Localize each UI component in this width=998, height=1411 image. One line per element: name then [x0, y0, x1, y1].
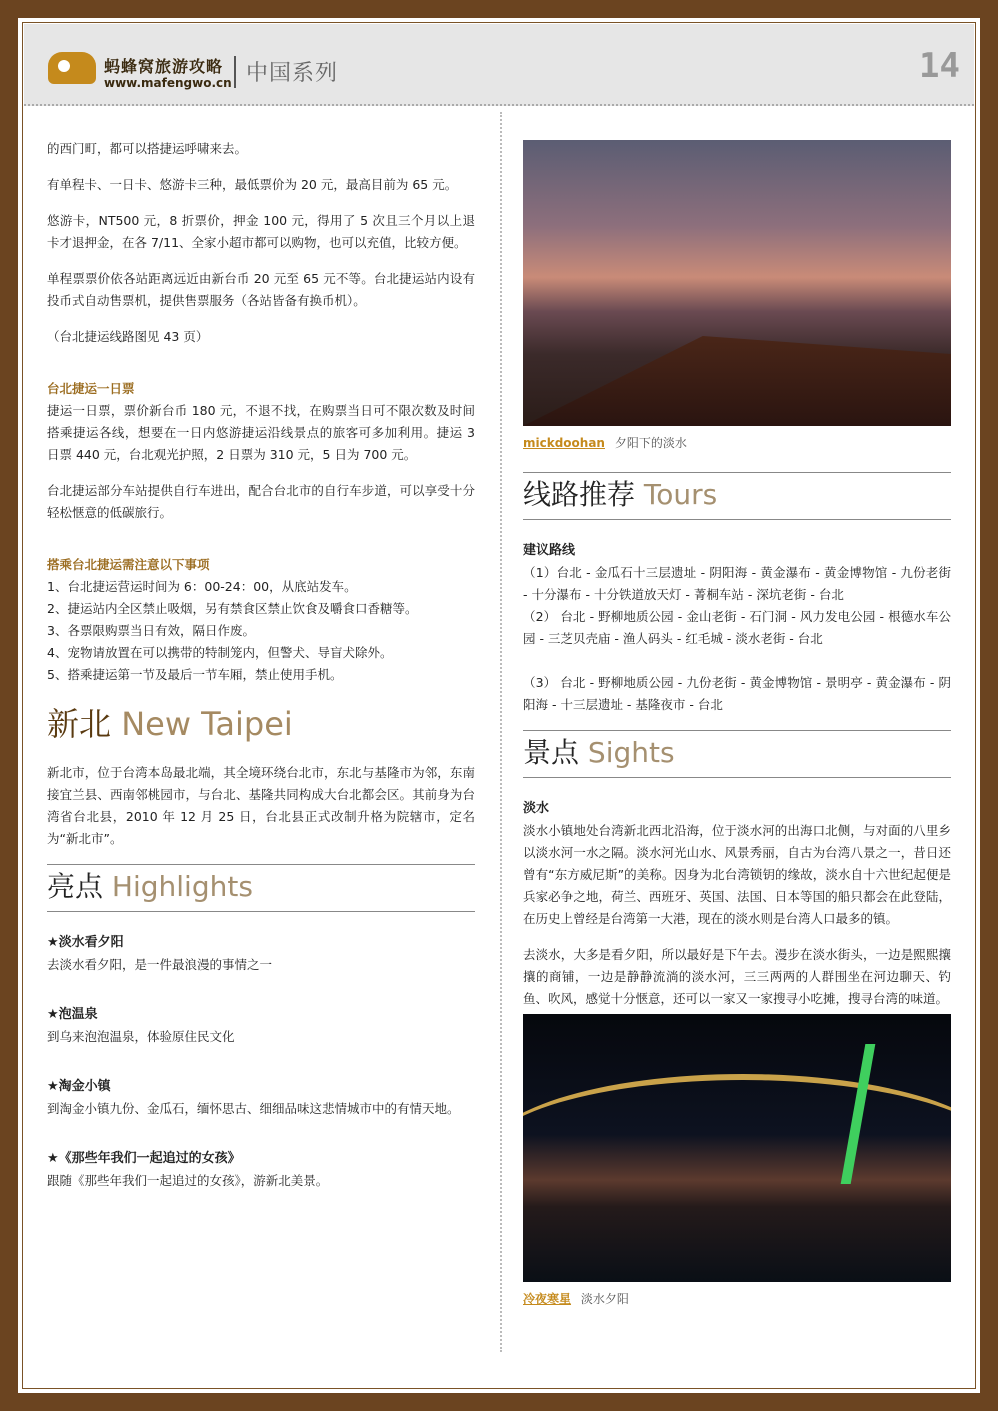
highlights-title-cn: 亮点	[47, 870, 104, 903]
route-item: （1）台北 - 金瓜石十三层遗址 - 阴阳海 - 黄金瀑布 - 黄金博物馆 - 九份老街 - 十分瀑布 - 十分铁道放天灯 - 菁桐车站 - 深坑老街 - 台北	[523, 565, 951, 602]
notice-item: 4、宠物请放置在可以携带的特制笼内，但警犬、导盲犬除外。	[47, 645, 393, 660]
sight-heading: 淡水	[523, 801, 550, 816]
paragraph: 的西门町，都可以搭捷运呼啸来去。	[47, 141, 248, 156]
mafengwo-logo-icon[interactable]	[48, 52, 96, 84]
pier-shape	[523, 336, 951, 426]
highlight-title: ★泡温泉	[47, 1007, 98, 1022]
notice-item: 2、捷运站内全区禁止吸烟，另有禁食区禁止饮食及嚼食口香糖等。	[47, 601, 418, 616]
new-taipei-title-cn: 新北	[47, 705, 112, 743]
tamsui-bridge-photo	[523, 1014, 951, 1282]
highlight-desc: 到淘金小镇九份、金瓜石，缅怀思古、细细品味这悲情城市中的有情天地。	[47, 1101, 460, 1116]
series-title: 中国系列	[246, 61, 339, 86]
new-taipei-title	[47, 702, 475, 746]
highlights-banner	[47, 864, 475, 912]
highlight-desc: 去淡水看夕阳，是一件最浪漫的事情之一	[47, 957, 273, 972]
brand-url[interactable]: www.mafengwo.cn	[104, 76, 232, 90]
paragraph: 悠游卡，NT500 元，8 折票价，押金 100 元，得用了 5 次且三个月以上退卡才退押金，在各 7/11、全家小超市都可以购物，也可以充值，比较方便。	[47, 213, 475, 250]
map-reference: （台北捷运线路图见 43 页）	[47, 329, 209, 344]
notice-item: 1、台北捷运营运时间为 6：00-24：00，从底站发车。	[47, 579, 357, 594]
sight-text: 淡水小镇地处台湾新北西北沿海，位于淡水河的出海口北侧，与对面的八里乡以淡水河一水之隔。淡水河光山水、风景秀丽，自古为台湾八景之一，昔日还曾有“东方威尼斯”的美称。因身为北台湾锁钥的缘故，淡水自十六世纪起便是兵家必争之地，荷兰、西班牙、英国、法国、日本等国的船只都会在此登陆，在历史上曾经是台湾第一大港，现在的淡水则是台湾人口最多的镇。	[523, 823, 951, 926]
photo-caption	[523, 432, 951, 454]
route-item: （3） 台北 - 野柳地质公园 - 九份老街 - 黄金博物馆 - 景明亭 - 黄金瀑布 - 阴阳海 - 十三层遗址 - 基隆夜市 - 台北	[523, 675, 951, 712]
notice-heading: 搭乘台北捷运需注意以下事项	[47, 557, 210, 572]
caption-text: 夕阳下的淡水	[614, 436, 687, 450]
highlight-title: ★淡水看夕阳	[47, 935, 124, 950]
photo-caption	[523, 1288, 951, 1310]
header-separator	[234, 56, 236, 88]
paragraph: 单程票票价依各站距离远近由新台币 20 元至 65 元不等。台北捷运站内设有投币式自动售票机，提供售票服务（各站皆备有换币机）。	[47, 271, 475, 308]
highlight-title: ★《那些年我们一起追过的女孩》	[47, 1151, 241, 1166]
photo-author-link[interactable]: 冷夜寒星	[523, 1292, 572, 1306]
tours-banner	[523, 472, 951, 520]
notice-item: 3、各票限购票当日有效，隔日作废。	[47, 623, 255, 638]
tamsui-sunset-photo	[523, 140, 951, 426]
new-taipei-intro: 新北市，位于台湾本岛最北端，其全境环绕台北市，东北与基隆市为邻，东南接宜兰县、西南邻桃园市，与台北、基隆共同构成大台北都会区。其前身为台湾省台北县，2010 年 12 月 25 日，台北县正式改制升格为院辖市，定名为“新北市”。	[47, 765, 475, 846]
bridge-arc	[523, 1074, 951, 1240]
route-heading: 建议路线	[523, 543, 576, 558]
highlight-title: ★淘金小镇	[47, 1079, 111, 1094]
right-column	[523, 140, 951, 1310]
photo-author-link[interactable]: mickdoohan	[523, 436, 605, 450]
brand-name: 蚂蜂窝旅游攻略	[104, 57, 224, 76]
tours-title-en: Tours	[643, 478, 718, 511]
sights-title-en: Sights	[587, 736, 675, 769]
sights-banner	[523, 730, 951, 778]
tours-title-cn: 线路推荐	[523, 478, 636, 511]
day-pass-text: 捷运一日票，票价新台币 180 元，不退不找，在购票当日可不限次数及时间搭乘捷运各线，想要在一日内悠游捷运沿线景点的旅客可多加利用。捷运 3 日票 440 元，台北观光护照，2 日票为 310 元，5 日为 700 元。	[47, 403, 475, 462]
highlight-desc: 跟随《那些年我们一起追过的女孩》，游新北美景。	[47, 1173, 329, 1188]
page-number: 14	[919, 46, 960, 86]
highlights-title-en: Highlights	[111, 870, 253, 903]
route-item: （2） 台北 - 野柳地质公园 - 金山老街 - 石门洞 - 风力发电公园 - 根德水车公园 - 三芝贝壳庙 - 渔人码头 - 红毛城 - 淡水老街 - 台北	[523, 609, 951, 646]
column-divider	[500, 112, 502, 1352]
sight-text: 去淡水，大多是看夕阳，所以最好是下午去。漫步在淡水街头，一边是熙熙攘攘的商铺，一边是静静流淌的淡水河，三三两两的人群围坐在河边聊天、钓鱼、吹风，感觉十分惬意，还可以一家又一家搜寻小吃摊，搜寻台湾的味道。	[523, 947, 951, 1006]
paragraph: 有单程卡、一日卡、悠游卡三种，最低票价为 20 元，最高目前为 65 元。	[47, 177, 458, 192]
bike-text: 台北捷运部分车站提供自行车进出，配合台北市的自行车步道，可以享受十分轻松惬意的低碳旅行。	[47, 483, 475, 520]
new-taipei-title-en: New Taipei	[121, 705, 293, 743]
notice-list	[47, 576, 475, 686]
day-pass-heading: 台北捷运一日票	[47, 381, 135, 396]
page-header	[24, 24, 974, 106]
highlight-desc: 到乌来泡泡温泉，体验原住民文化	[47, 1029, 235, 1044]
notice-item: 5、搭乘捷运第一节及最后一节车厢，禁止使用手机。	[47, 667, 343, 682]
caption-text: 淡水夕阳	[580, 1292, 629, 1306]
left-column	[47, 138, 475, 1206]
sights-title-cn: 景点	[523, 736, 580, 769]
